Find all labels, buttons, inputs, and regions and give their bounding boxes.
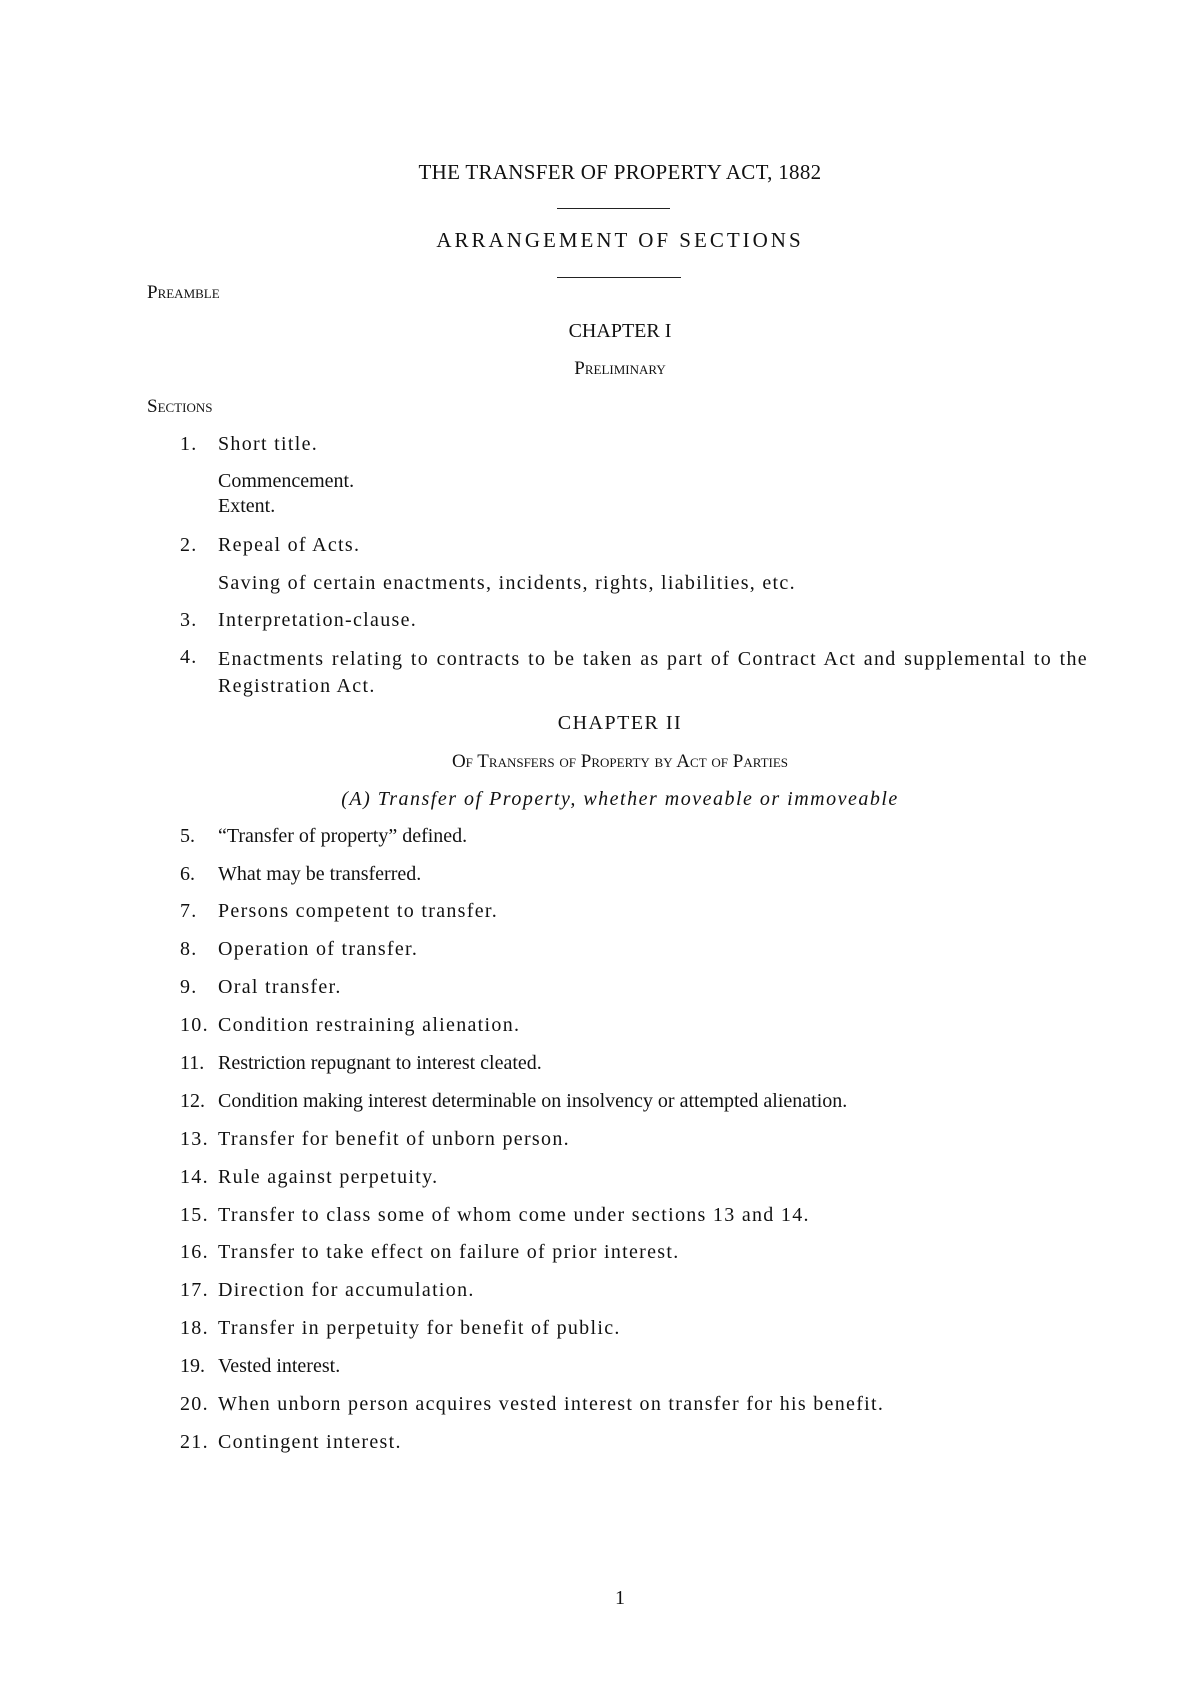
section-number: 3. [180, 609, 198, 631]
section-number: 21. [180, 1431, 209, 1453]
section-number: 2. [180, 534, 198, 556]
section-number: 9. [180, 976, 198, 998]
chapter-2-name: Of Transfers of Property by Act of Parties [451, 751, 789, 772]
section-number: 5. [180, 825, 195, 847]
sections-label: Sections [147, 396, 213, 417]
section-number: 20. [180, 1393, 209, 1415]
section-text: Vested interest. [218, 1355, 341, 1377]
section-number: 15. [180, 1204, 209, 1226]
title-divider [557, 208, 670, 209]
section-text: What may be transferred. [218, 863, 422, 885]
section-text: Repeal of Acts. [218, 534, 361, 556]
section-number: 7. [180, 900, 198, 922]
chapter-2-subheading: (A) Transfer of Property, whether moveable or immoveable [341, 788, 899, 810]
section-text: Short title. [218, 433, 319, 455]
section-text: “Transfer of property” defined. [218, 825, 468, 847]
section-text: Condition making interest determinable on insolvency or attempted alienation. [218, 1090, 848, 1112]
section-number: 4. [180, 646, 198, 668]
section-text: Transfer for benefit of unborn person. [218, 1128, 570, 1150]
section-number: 16. [180, 1241, 209, 1263]
list-item: Extent. [218, 495, 276, 517]
section-number: 18. [180, 1317, 209, 1339]
section-text: Transfer to class some of whom come under sections 13 and 14. [218, 1204, 810, 1226]
act-title: THE TRANSFER OF PROPERTY ACT, 1882 [418, 160, 822, 184]
section-number: 13. [180, 1128, 209, 1150]
section-text: Oral transfer. [218, 976, 342, 998]
section-number: 12. [180, 1090, 205, 1112]
chapter-1-name: Preliminary [574, 358, 666, 379]
list-item: Saving of certain enactments, incidents, rights, liabilities, etc. [218, 572, 796, 594]
section-text: Persons competent to transfer. [218, 900, 499, 922]
section-text: Transfer in perpetuity for benefit of public. [218, 1317, 621, 1339]
section-number: 1. [180, 433, 198, 455]
section-text: Interpretation-clause. [218, 609, 418, 631]
section-text: Contingent interest. [218, 1431, 402, 1453]
section-number: 11. [180, 1052, 205, 1074]
section-text: Transfer to take effect on failure of prior interest. [218, 1241, 680, 1263]
arrangement-heading: ARRANGEMENT OF SECTIONS [436, 228, 804, 252]
heading-divider [557, 277, 681, 278]
section-number: 19. [180, 1355, 205, 1377]
section-text: When unborn person acquires vested interest on transfer for his benefit. [218, 1393, 885, 1415]
page-number: 1 [615, 1587, 625, 1609]
section-text: Rule against perpetuity. [218, 1166, 439, 1188]
section-text: Operation of transfer. [218, 938, 419, 960]
section-text: Enactments relating to contracts to be taken as part of Contract Act and supplemental to the Registration Act. [218, 648, 1088, 697]
list-item: Commencement. [218, 470, 355, 492]
preamble-label: Preamble [147, 282, 220, 303]
chapter-2-label: CHAPTER II [557, 712, 683, 734]
section-text: Direction for accumulation. [218, 1279, 475, 1301]
section-text: Condition restraining alienation. [218, 1014, 521, 1036]
section-number: 10. [180, 1014, 209, 1036]
section-number: 8. [180, 938, 198, 960]
section-number: 6. [180, 863, 195, 885]
section-text: Restriction repugnant to interest cleated. [218, 1052, 542, 1074]
chapter-1-label: CHAPTER I [568, 320, 672, 342]
section-number: 14. [180, 1166, 209, 1188]
section-number: 17. [180, 1279, 209, 1301]
